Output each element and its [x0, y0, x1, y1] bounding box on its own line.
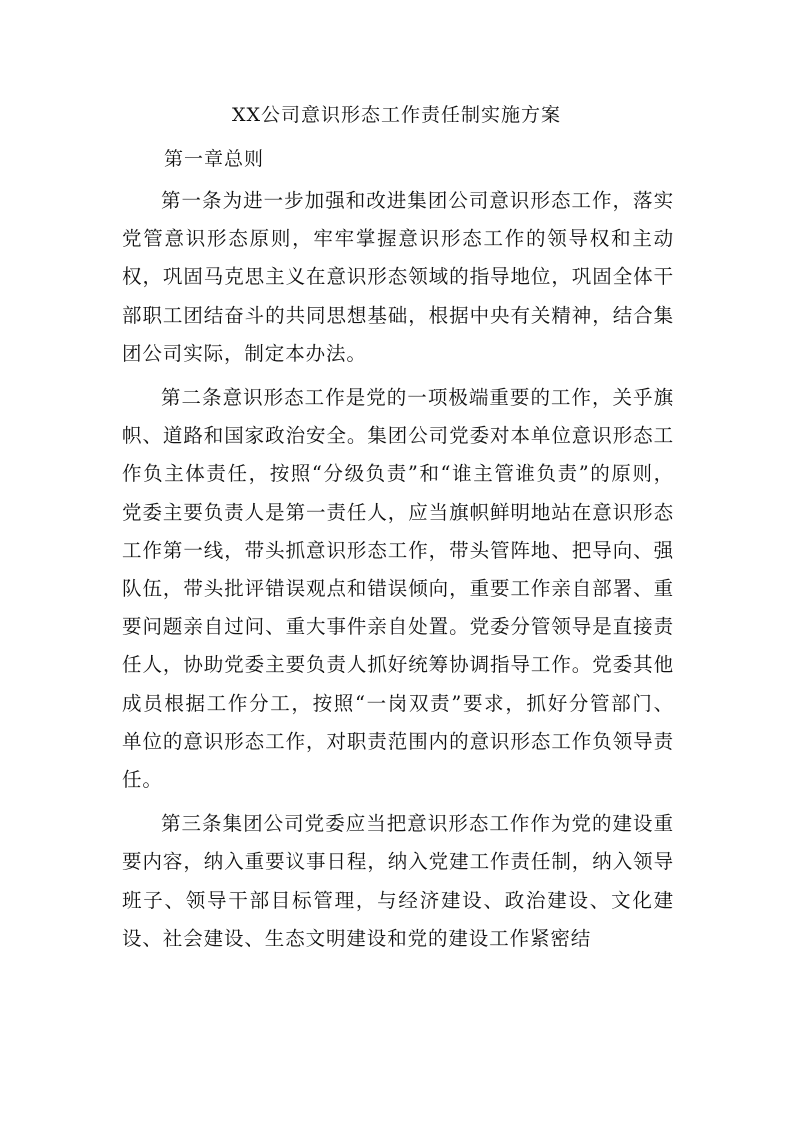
paragraph-article-3: 第三条集团公司党委应当把意识形态工作作为党的建设重要内容，纳入重要议事日程，纳入党建工作责任制，纳入领导班子、领导干部目标管理，与经济建设、政治建设、文化建设、社会建设、生态文明建设和党的建设工作紧密结 [122, 812, 674, 950]
paragraph-article-2: 第二条意识形态工作是党的一项极端重要的工作，关乎旗帜、道路和国家政治安全。集团公司党委对本单位意识形态工作负主体责任，按照“分级负责”和“谁主管谁负责”的原则，党委主要负责人是第一责任人，应当旗帜鲜明地站在意识形态工作第一线，带头抓意识形态工作，带头管阵地、把导向、强队伍，带头批评错误观点和错误倾向，重要工作亲自部署、重要问题亲自过问、重大事件亲自处置。党委分管领导是直接责任人，协助党委主要负责人抓好统筹协调指导工作。党委其他成员根据工作分工，按照“一岗双责”要求，抓好分管部门、单位的意识形态工作，对职责范围内的意识形态工作负领导责任。 [122, 386, 674, 792]
document-body [122, 182, 674, 964]
document-title: XX公司意识形态工作责任制实施方案 [231, 104, 562, 126]
paragraph-article-1: 第一条为进一步加强和改进集团公司意识形态工作，落实党管意识形态原则，牢牢掌握意识形态工作的领导权和主动权，巩固马克思主义在意识形态领域的指导地位，巩固全体干部职工团结奋斗的共同思想基础，根据中央有关精神，结合集团公司实际，制定本办法。 [122, 189, 674, 365]
chapter-heading: 第一章总则 [164, 148, 265, 170]
